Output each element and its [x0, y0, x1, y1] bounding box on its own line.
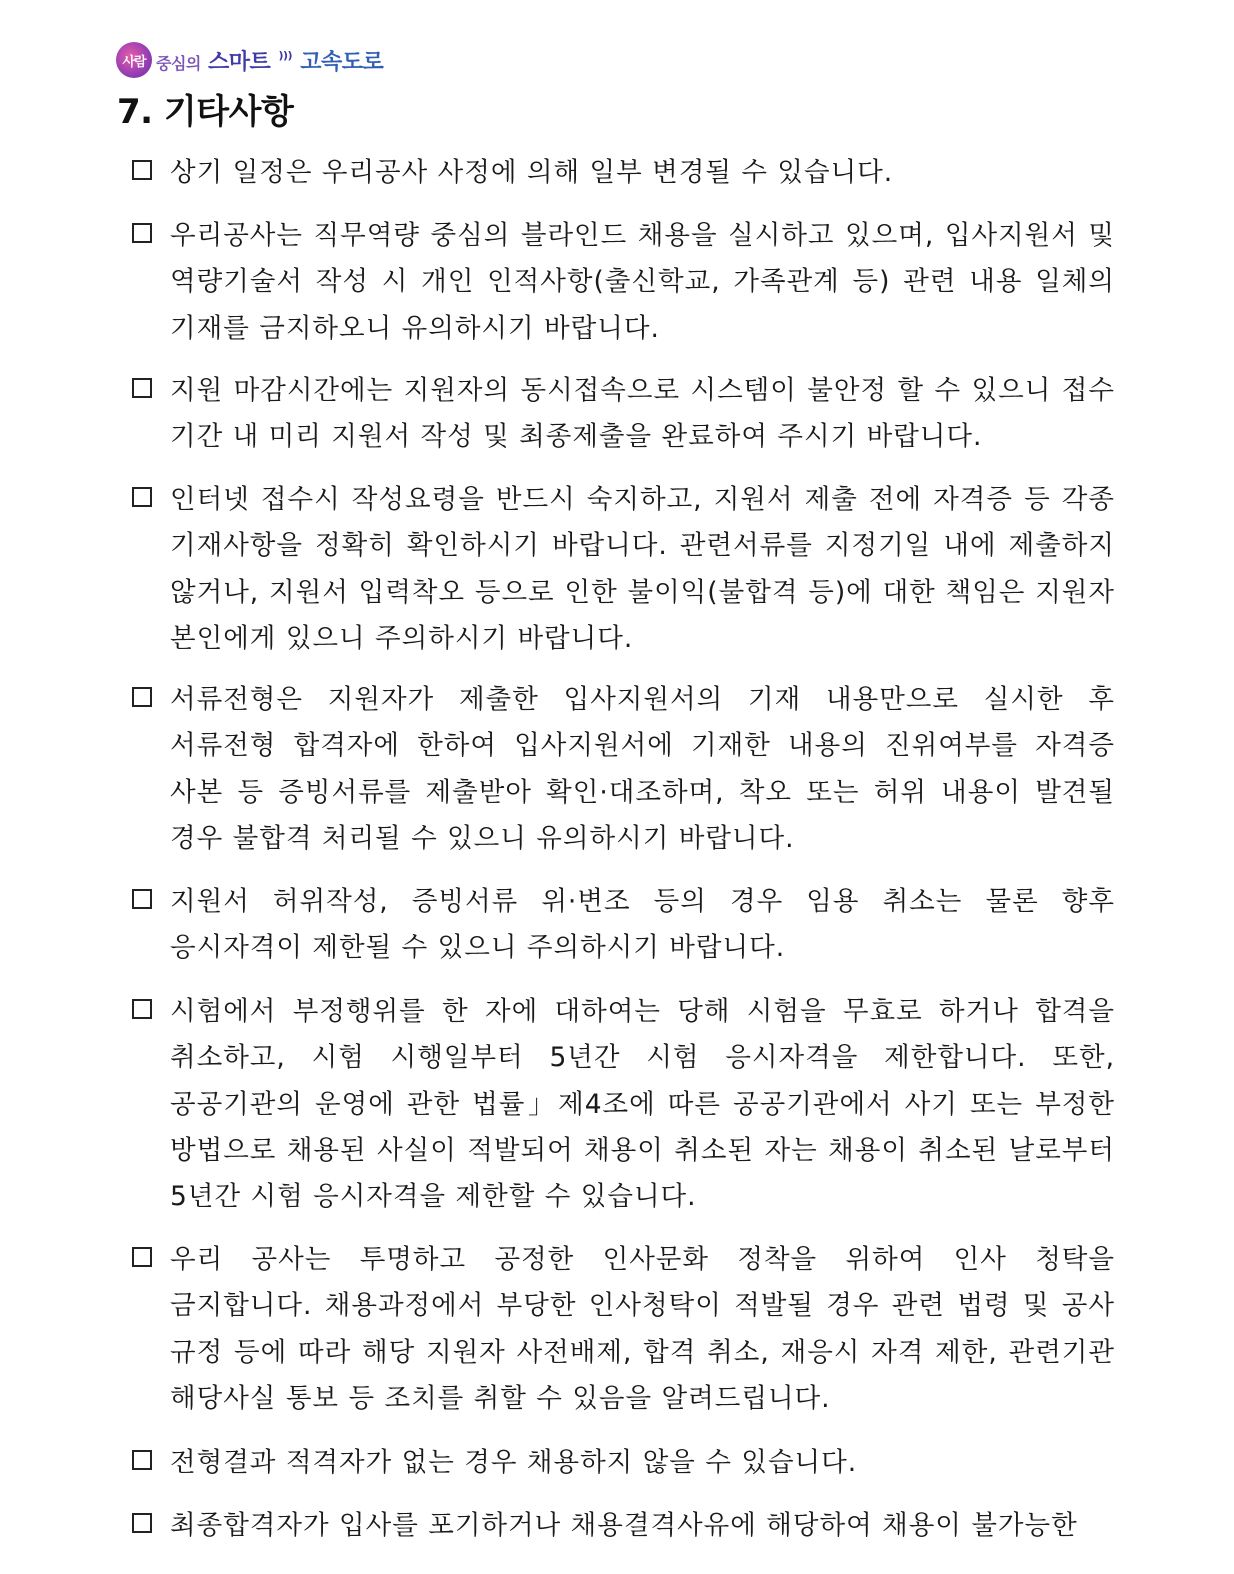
checkbox-icon	[132, 223, 152, 243]
checkbox-icon	[132, 378, 152, 398]
notice-text: 시험에서 부정행위를 한 자에 대하여는 당해 시험을 무효로 하거나 합격을 취소하고, 시험 시행일부터 5년간 시험 응시자격을 제한합니다. 또한, 공공기관의 운영에 관한 법률」제4조에 따른 공공기관에서 사기 또는 부정한 방법으로 채용된 사실이 적발되어 채용이 취소된 자는 채용이 취소된 날로부터 5년간 시험 응시자격을 제한할 수 있습니다.	[170, 996, 1115, 1213]
notice-item	[128, 879, 1118, 972]
checkbox-icon	[132, 160, 152, 180]
wifi-icon: )))	[278, 48, 293, 62]
notice-text: 서류전형은 지원자가 제출한 입사지원서의 기재 내용만으로 실시한 후 서류전형 합격자에 한하여 입사지원서에 기재한 내용의 진위여부를 자격증 사본 등 증빙서류를 제출받아 확인·대조하며, 착오 또는 허위 내용이 발견될 경우 불합격 처리될 수 있으니 유의하시기 바랍니다.	[170, 684, 1115, 854]
notice-text: 인터넷 접수시 작성요령을 반드시 숙지하고, 지원서 제출 전에 자격증 등 각종 기재사항을 정확히 확인하시기 바랍니다. 관련서류를 지정기일 내에 제출하지 않거나, 지원서 입력착오 등으로 인한 불이익(불합격 등)에 대한 책임은 지원자 본인에게 있으니 주의하시기 바랍니다.	[170, 484, 1115, 654]
notice-text: 상기 일정은 우리공사 사정에 의해 일부 변경될 수 있습니다.	[170, 157, 894, 188]
checkbox-icon	[132, 889, 152, 909]
notice-text: 우리공사는 직무역량 중심의 블라인드 채용을 실시하고 있으며, 입사지원서 및 역량기술서 작성 시 개인 인적사항(출신학교, 가족관계 등) 관련 내용 일체의 기재를 금지하오니 유의하시기 바랍니다.	[170, 220, 1115, 344]
notice-item	[128, 1237, 1118, 1422]
notice-text: 우리 공사는 투명하고 공정한 인사문화 정착을 위하여 인사 청탁을 금지합니다. 채용과정에서 부당한 인사청탁이 적발될 경우 관련 법령 및 공사 규정 등에 따라 해당 지원자 사전배제, 합격 취소, 재응시 자격 제한, 관련기관 해당사실 통보 등 조치를 취할 수 있음을 알려드립니다.	[170, 1244, 1115, 1414]
logo-smart-text: 스마트	[208, 49, 271, 75]
checkbox-icon	[132, 1450, 152, 1470]
notice-text: 전형결과 적격자가 없는 경우 채용하지 않을 수 있습니다.	[170, 1447, 858, 1478]
logo-badge: 사람	[116, 42, 152, 78]
logo-sub-text: 중심의	[156, 53, 201, 73]
notice-text: 지원 마감시간에는 지원자의 동시접속으로 시스템이 불안정 할 수 있으니 접수 기간 내 미리 지원서 작성 및 최종제출을 완료하여 주시기 바랍니다.	[170, 375, 1115, 453]
checkbox-icon	[132, 1513, 152, 1533]
notice-item	[128, 368, 1118, 461]
notice-item	[128, 1503, 1118, 1549]
notice-item	[128, 1440, 1118, 1486]
checkbox-icon	[132, 487, 152, 507]
checkbox-icon	[132, 1247, 152, 1267]
logo-highway-text: 고속도로	[300, 49, 384, 75]
notice-list	[128, 0, 1118, 1574]
section-title: 7. 기타사항	[117, 92, 294, 132]
notice-text: 최종합격자가 입사를 포기하거나 채용결격사유에 해당하여 채용이 불가능한	[170, 1510, 1078, 1541]
checkbox-icon	[132, 687, 152, 707]
checkbox-icon	[132, 999, 152, 1019]
notice-item	[128, 213, 1118, 352]
notice-item	[128, 677, 1118, 862]
notice-item	[128, 989, 1118, 1220]
notice-text: 지원서 허위작성, 증빙서류 위·변조 등의 경우 임용 취소는 물론 향후 응시자격이 제한될 수 있으니 주의하시기 바랍니다.	[170, 886, 1115, 964]
notice-item	[128, 477, 1118, 662]
notice-item	[128, 150, 1118, 196]
